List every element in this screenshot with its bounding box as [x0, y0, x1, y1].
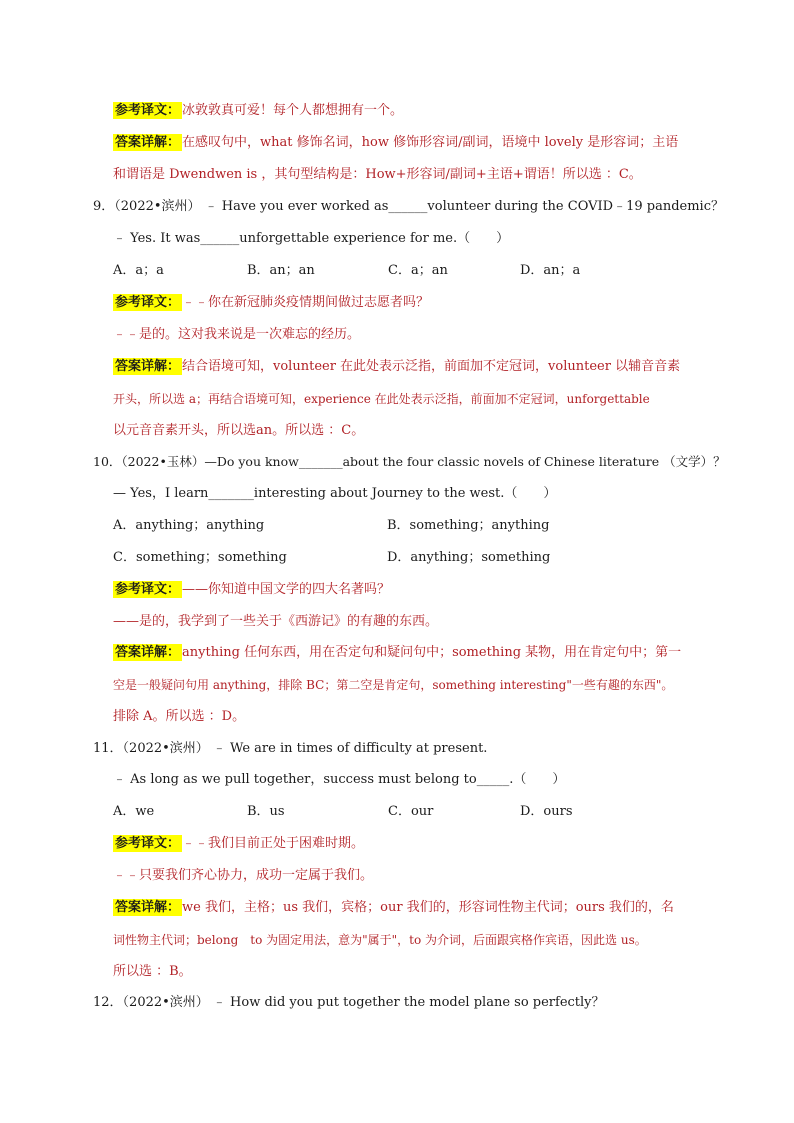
translation-row	[113, 291, 429, 315]
question-stem: 12．（2022•滨州） ﹣ How did you put together the model plane so perfectly？	[93, 995, 605, 1010]
explanation-text: we 我们，主格；us 我们，宾格；our 我们的，形容词性物主代词；ours 我们的，名	[182, 900, 674, 915]
explanation-text: 排除 A。所以选 ：D。	[113, 709, 246, 724]
translation-label: 参考译文：	[115, 103, 181, 118]
explanation-row	[113, 641, 681, 665]
option-c: C．a；an	[388, 263, 448, 278]
options-row	[113, 800, 713, 824]
option-d: D．ours	[520, 804, 573, 819]
explanation-label: 答案详解：	[115, 645, 181, 660]
options-row	[113, 259, 713, 283]
translation-text: ——你知道中国文学的四大名著吗？	[182, 582, 391, 597]
explanation-label: 答案详解：	[115, 359, 181, 374]
question-stem: 10．（2022•玉林）—Do you know_______about the four classic novels of Chinese literature （文学）？	[93, 454, 726, 469]
option-b: B．an；an	[247, 263, 315, 278]
explanation-text: 开头，所以选 a；再结合语境可知，experience 在此处表示泛指，前面加不定冠词，unforgettable	[113, 392, 650, 406]
translation-label: 参考译文：	[115, 295, 181, 310]
options-row	[113, 546, 713, 570]
options-row	[113, 514, 713, 538]
option-c: C．our	[388, 804, 434, 819]
option-c: C．something；something	[113, 550, 287, 565]
explanation-text: 空是一般疑问句用 anything，排除 BC；第二空是肯定句，something interesting"一些有趣的东西"。	[113, 678, 674, 692]
option-a: A．a；a	[113, 263, 164, 278]
option-b: B．us	[247, 804, 285, 819]
question-stem-reply: ﹣ As long as we pull together，success must belong to_____.（ ）	[113, 772, 566, 787]
explanation-text: 词性物主代词；belong to 为固定用法，意为"属于"，to 为介词，后面跟宾格作宾语，因此选 us。	[113, 933, 647, 947]
translation-text: ﹣﹣只要我们齐心协力，成功一定属于我们。	[113, 868, 374, 883]
explanation-row	[113, 355, 680, 379]
explanation-text: 在感叹句中，what 修饰名词，how 修饰形容词/副词，语境中 lovely 是形容词；主语	[182, 135, 679, 150]
translation-text: 冰敦敦真可爱！每个人都想拥有一个。	[182, 103, 404, 118]
explanation-label: 答案详解：	[115, 135, 181, 150]
translation-text: ﹣﹣是的。这对我来说是一次难忘的经历。	[113, 327, 361, 342]
translation-text: ﹣﹣我们目前正处于困难时期。	[182, 836, 365, 851]
translation-label: 参考译文：	[115, 582, 181, 597]
question-stem: 9．（2022•滨州） ﹣ Have you ever worked as______volunteer during the COVID﹣19 pandemic？	[93, 199, 724, 214]
translation-row	[113, 832, 364, 856]
explanation-text: 结合语境可知，volunteer 在此处表示泛指，前面加不定冠词，volunteer 以辅音音素	[182, 359, 681, 374]
explanation-text: 所以选 ：B。	[113, 964, 192, 979]
translation-text: ﹣﹣你在新冠肺炎疫情期间做过志愿者吗？	[182, 295, 430, 310]
question-stem-reply: — Yes，I learn_______interesting about Journey to the west.（ ）	[113, 486, 557, 501]
translation-text: ——是的，我学到了一些关于《西游记》的有趣的东西。	[113, 614, 439, 629]
explanation-row	[113, 131, 678, 155]
explanation-text: 以元音音素开头，所以选an。所以选 ：C。	[113, 423, 365, 438]
explanation-label: 答案详解：	[115, 900, 181, 915]
explanation-text: 和谓语是 Dwendwen is ，其句型结构是：How+形容词/副词+主语+谓语！所以选 ：C。	[113, 167, 642, 182]
option-d: D．anything；something	[387, 550, 551, 565]
question-stem: 11．（2022•滨州） ﹣ We are in times of difficulty at present.	[93, 741, 488, 756]
option-d: D．an；a	[520, 263, 581, 278]
option-a: A．we	[113, 804, 155, 819]
explanation-text: anything 任何东西，用在否定句和疑问句中；something 某物，用在肯定句中；第一	[182, 645, 682, 660]
translation-row	[113, 99, 403, 123]
option-a: A．anything；anything	[113, 518, 265, 533]
question-stem-reply: ﹣ Yes. It was______unforgettable experience for me.（ ）	[113, 231, 510, 246]
translation-label: 参考译文：	[115, 836, 181, 851]
explanation-row	[113, 896, 674, 920]
option-b: B．something；anything	[387, 518, 550, 533]
translation-row	[113, 578, 390, 602]
